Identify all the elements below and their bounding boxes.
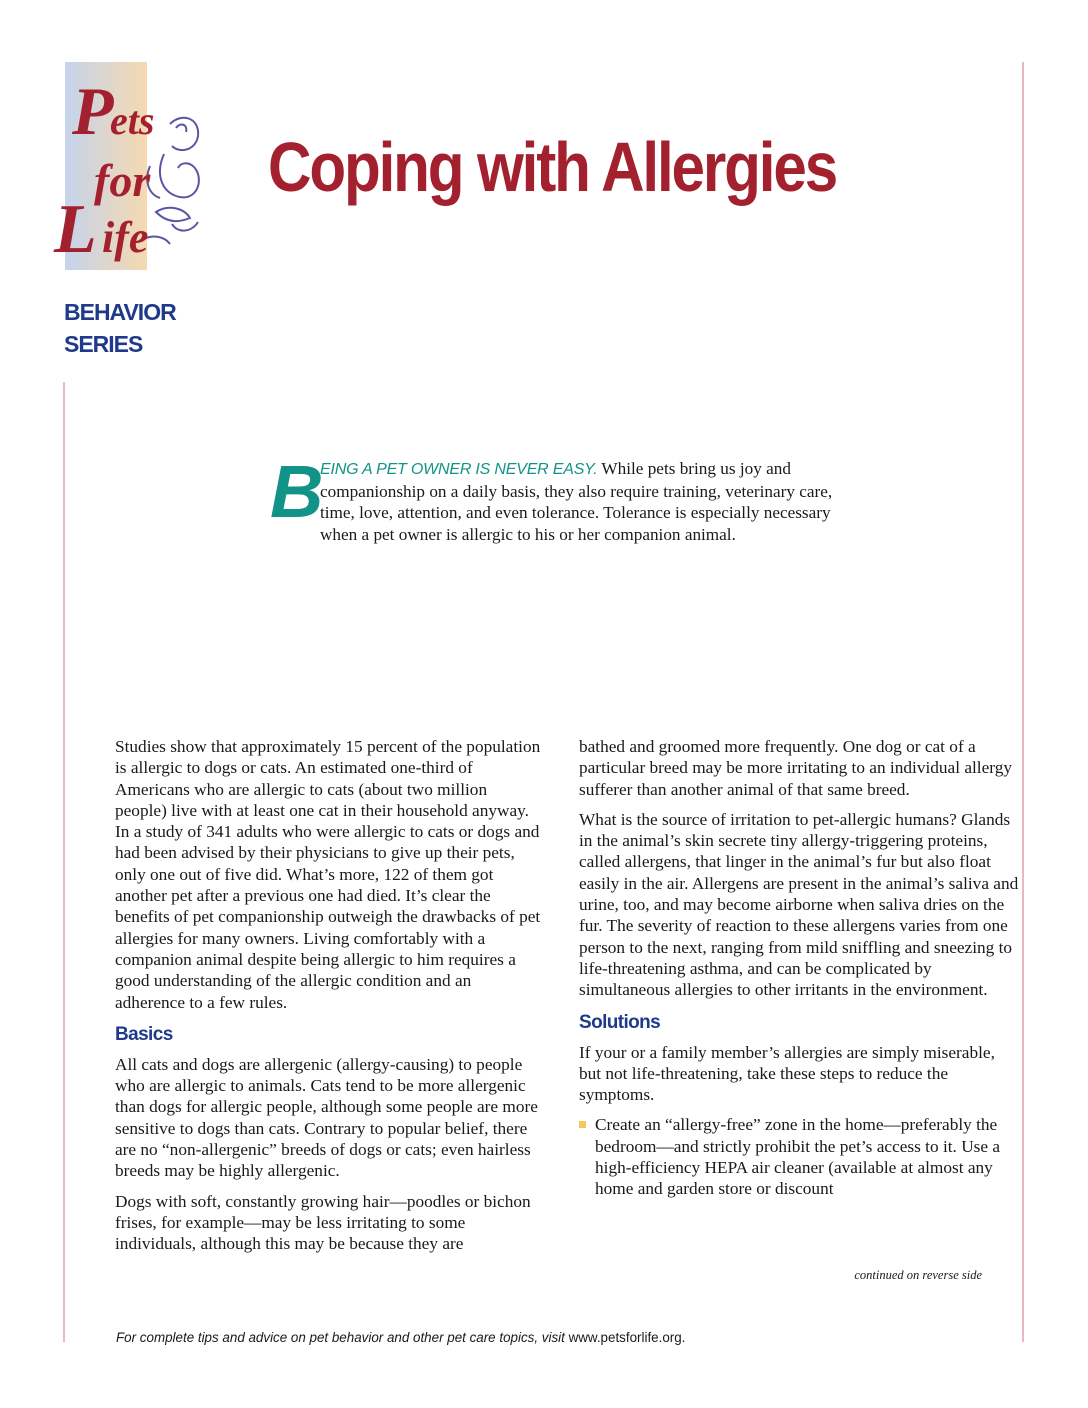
- continued-note: continued on reverse side: [854, 1268, 982, 1282]
- footer-link[interactable]: www.petsforlife.org.: [568, 1330, 686, 1345]
- left-paragraph-2: All cats and dogs are allergenic (allergy-causing) to people who are allergic to animals. Cats tend to be more allergenic than dogs for allergic people, although some people are more sensitive to dogs than cats. Contrary to popular belief, there are no “non-allergenic” breeds of dogs or cats; even hairless breeds may be highly allergenic.: [115, 1054, 538, 1181]
- solutions-heading: Solutions: [579, 1011, 661, 1033]
- left-column: [115, 736, 543, 1264]
- svg-text:P: P: [72, 73, 114, 149]
- series-label: [64, 296, 184, 360]
- right-margin-rule: [1022, 62, 1024, 1342]
- left-paragraph-1: Studies show that approximately 15 percent of the population is allergic to dogs or cats. An estimated one-third of Americans who are allergic to cats (about two million people) live with at least one cat in their household anyway. In a study of 341 adults who were allergic to cats or dogs and had been advised by their physicians to give up their pets, only one out of five did. What’s more, 122 of them got another pet after a previous one had died. It’s clear the benefits of pet companionship outweigh the drawbacks of pet allergies for many owners. Living comfortably with a companion animal despite being allergic to him requires a good understanding of the allergic condition and an adherence to a few rules.: [115, 737, 541, 1012]
- footer-text: For complete tips and advice on pet behavior and other pet care topics, visit: [116, 1330, 569, 1345]
- svg-text:ets: ets: [110, 98, 155, 143]
- right-paragraph-1: bathed and groomed more frequently. One dog or cat of a particular breed may be more irritating to an individual allergy sufferer than another animal of that same breed.: [579, 737, 1013, 799]
- svg-text:L: L: [54, 191, 97, 268]
- intro-lead: EING A PET OWNER IS NEVER EASY.: [320, 461, 598, 478]
- intro-body: While pets bring us joy and companionship on a daily basis, they also require training, veterinary care, time, love, attention, and even tolerance. Tolerance is especially necessary when a pet owner is allergic to his or her companion animal.: [320, 459, 833, 544]
- svg-text:ife: ife: [102, 213, 149, 262]
- solutions-list: [579, 1114, 1019, 1199]
- right-paragraph-3: If your or a family member’s allergies are simply miserable, but not life-threatening, take these steps to reduce the symptoms.: [579, 1042, 995, 1105]
- svg-text:for: for: [94, 155, 151, 206]
- drop-cap: B: [270, 450, 324, 533]
- series-label-line2: SERIES: [64, 331, 143, 357]
- left-margin-rule: [63, 382, 65, 1342]
- footer: [116, 1330, 685, 1345]
- square-bullet-icon: [579, 1121, 586, 1128]
- series-label-line1: BEHAVIOR: [64, 299, 176, 325]
- pets-for-life-logo-graphic: [52, 62, 212, 274]
- left-paragraph-3: Dogs with soft, constantly growing hair—poodles or bichon frises, for example—may be less irritating to some individuals, although this may be because they are: [115, 1191, 531, 1254]
- intro-paragraph: [270, 450, 852, 545]
- list-item: [579, 1114, 1019, 1199]
- page-title: Coping with Allergies: [268, 128, 837, 206]
- basics-heading: Basics: [115, 1023, 173, 1045]
- right-paragraph-2: What is the source of irritation to pet-allergic humans? Glands in the animal’s skin secrete tiny allergy-triggering proteins, called allergens, that linger in the animal’s fur but also float easily in the air. Allergens are present in the animal’s saliva and urine, too, and may become airborne when saliva dries on the fur. The severity of reaction to these allergens varies from one person to the next, ranging from mild sniffling and sneezing to life-threatening asthma, and can be complicated by simultaneous allergies to other irritants in the environment.: [579, 809, 1019, 1000]
- list-item-text: Create an “allergy-free” zone in the home—preferably the bedroom—and strictly prohibit the pet’s access to it. Use a high-efficiency HEPA air cleaner (available at almost any home and garden store or discount: [595, 1115, 1001, 1199]
- right-column: [579, 736, 1019, 1200]
- pets-for-life-logo: [52, 62, 212, 274]
